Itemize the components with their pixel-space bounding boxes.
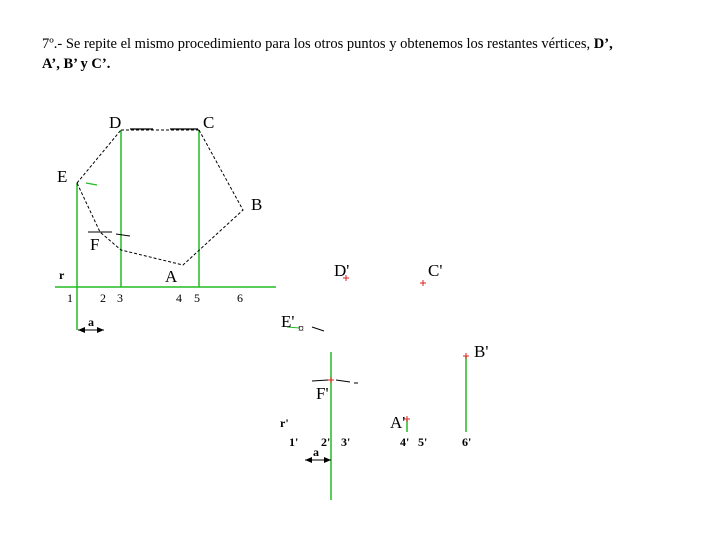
left-label-b: B [251,195,263,214]
left-tick-3: 3 [117,291,123,305]
left-arrowhead-left [78,327,85,333]
left-f-mark-2 [116,234,130,236]
right-tick-3: 3' [341,435,351,449]
left-label-e: E [57,167,68,186]
left-label-d: D [109,113,122,132]
right-tick-4: 4' [400,435,410,449]
right-f-mark-1 [312,380,328,381]
right-point-c [420,280,426,286]
right-distance-label: a [313,445,319,459]
left-tick-4: 4 [176,291,182,305]
left-label-a: A [165,267,178,286]
left-figure [55,113,276,333]
left-tick-6: 6 [237,291,243,305]
left-label-c: C [203,113,215,132]
right-figure [280,261,488,500]
right-e-point: ¤ [298,321,304,335]
right-arrowhead-left [305,457,312,463]
right-label-b: B' [474,342,489,361]
left-arrowhead-right [97,327,104,333]
instruction-bold-2: A’, B’ y C’. [42,56,111,72]
right-tick-5: 5' [418,435,428,449]
left-distance-label: a [88,315,94,329]
right-tick-2: 2' [321,435,331,449]
right-e-mark-2 [312,327,324,331]
right-tick-1: 1' [289,435,299,449]
right-f-mark-2 [336,380,350,382]
right-label-d: D' [334,261,350,280]
right-line-label: r' [280,416,289,430]
right-tick-6: 6' [462,435,472,449]
left-tick-5: 5 [194,291,200,305]
right-point-b [463,353,469,359]
right-label-e: E' [281,312,295,331]
right-label-a: A' [390,413,406,432]
left-label-f: F [90,235,100,254]
instruction-bold-1: D’, [593,36,613,52]
left-e-mark [86,183,97,185]
instruction-line1: 7º.- Se repite el mismo procedimiento para los otros puntos y obtenemos los restantes vértices, [42,36,594,52]
left-tick-1: 1 [67,291,73,305]
right-point-f [328,377,334,383]
left-line-label: r [59,268,65,282]
right-arrowhead-right [324,457,331,463]
right-label-f: F' [316,384,329,403]
left-tick-2: 2 [100,291,106,305]
right-label-c: C' [428,261,443,280]
left-polygon-outline [77,130,243,265]
